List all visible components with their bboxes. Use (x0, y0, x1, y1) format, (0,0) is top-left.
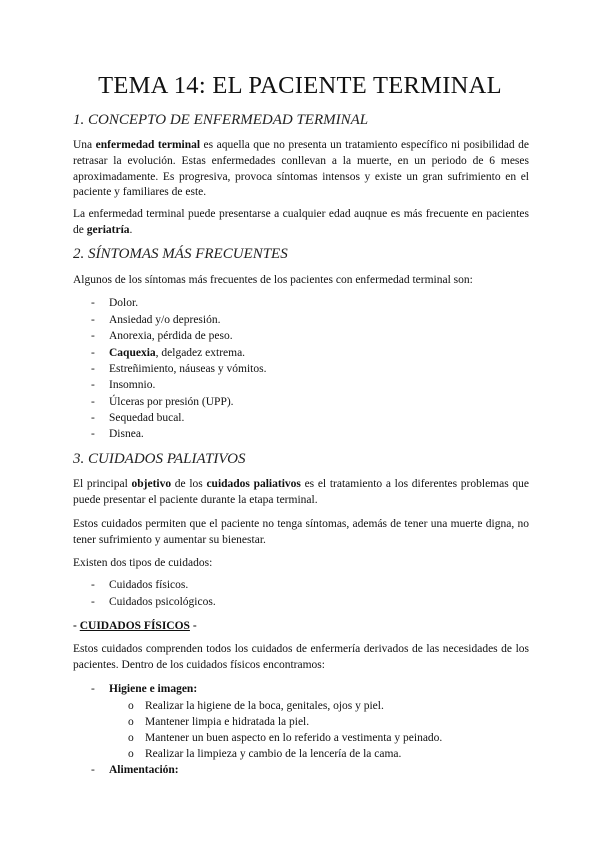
underlined-term: CUIDADOS FÍSICOS (79, 620, 190, 632)
symptom-item: Estreñimiento, náuseas y vómitos. (109, 363, 267, 375)
section-3-heading: 3. CUIDADOS PALIATIVOS (73, 451, 246, 467)
text-run: . (129, 223, 133, 236)
document-title: TEMA 14: EL PACIENTE TERMINAL (98, 72, 502, 99)
higiene-heading: Higiene e imagen: (109, 683, 198, 695)
symptom-item: Ansiedad y/o depresión. (109, 314, 221, 326)
section-2-intro: Algunos de los síntomas más frecuentes de los pacientes con enfermedad terminal son: (73, 274, 473, 286)
symptom-item: Disnea. (109, 428, 144, 440)
section-1-heading: 1. CONCEPTO DE ENFERMEDAD TERMINAL (73, 112, 369, 128)
symptom-item: Insomnio. (109, 379, 156, 391)
section-3-paragraph-3: Existen dos tipos de cuidados: (73, 557, 213, 569)
bold-term: objetivo (131, 478, 172, 490)
section-3-paragraph-1 (73, 477, 529, 509)
section-3-paragraph-2: Estos cuidados permiten que el paciente no tenga síntomas, además de tener una muerte digna, no tener sufrimiento y aumentar su bienestar. (73, 518, 529, 546)
list-dash: - (91, 314, 95, 326)
higiene-item: Realizar la higiene de la boca, genitales, ojos y piel. (145, 700, 384, 712)
section-2-heading: 2. SÍNTOMAS MÁS FRECUENTES (73, 246, 288, 262)
list-dash: - (91, 379, 95, 391)
bold-term: cuidados paliativos (206, 478, 301, 490)
list-dash: - (91, 764, 95, 776)
text-run: - (189, 620, 197, 632)
list-dash: - (91, 596, 95, 608)
higiene-item: Mantener un buen aspecto en lo referido a vestimenta y peinado. (145, 732, 443, 744)
care-type-item: Cuidados físicos. (109, 579, 189, 591)
symptom-item: Úlceras por presión (UPP). (109, 396, 234, 408)
higiene-item: Mantener limpia e hidratada la piel. (145, 716, 310, 728)
text-run: El principal (73, 478, 132, 490)
text-run: Una (73, 139, 96, 151)
list-dash: - (91, 683, 95, 695)
text-run: es el tratamiento a los diferentes problemas que puede presentar el paciente durante la etapa terminal. (73, 478, 530, 506)
text-run: La enfermedad terminal puede presentarse a cualquier edad auqnue es más frecuente en pacientes de (73, 208, 529, 236)
section-1-paragraph-2 (73, 207, 529, 239)
symptom-item: Sequedad bucal. (109, 412, 185, 424)
care-type-item: Cuidados psicológicos. (109, 596, 216, 608)
symptom-item: Anorexia, pérdida de peso. (109, 330, 233, 342)
text-run: de los (171, 478, 207, 490)
bold-term: enfermedad terminal (95, 139, 201, 151)
list-dash: - (91, 363, 95, 375)
list-dash: - (91, 428, 95, 440)
text-run: - (73, 620, 80, 632)
list-dash: - (91, 396, 95, 408)
bold-term: geriatría (86, 223, 130, 236)
list-dash: - (91, 347, 95, 359)
circle-bullet: o (128, 748, 134, 760)
higiene-item: Realizar la limpieza y cambio de la lencería de la cama. (145, 748, 402, 760)
list-dash: - (91, 412, 95, 424)
symptom-item: Dolor. (109, 297, 139, 309)
list-dash: - (91, 330, 95, 342)
fisicos-paragraph: Estos cuidados comprenden todos los cuidados de enfermería derivados de las necesidades de los pacientes. Dentro de los cuidados físicos encontramos: (73, 643, 529, 671)
circle-bullet: o (128, 700, 134, 712)
fisicos-subheading (73, 619, 529, 635)
circle-bullet: o (128, 716, 134, 728)
circle-bullet: o (128, 732, 134, 744)
list-dash: - (91, 297, 95, 309)
alimentacion-heading: Alimentación: (109, 764, 179, 776)
text-run: , delgadez extrema. (155, 347, 246, 359)
list-dash: - (91, 579, 95, 591)
text-run: es aquella que no presenta un tratamiento específico ni posibilidad de retrasar la evolución. Estas enfermedades conllevan a la muerte, en un periodo de 6 meses aproximadamente. Es progresiva, provoca síntomas intensos y existe un gran sufrimiento en el paciente y familiares de este. (73, 139, 529, 199)
bold-term: Caquexia (109, 347, 156, 359)
symptom-item (109, 347, 245, 359)
section-1-paragraph-1 (73, 138, 529, 201)
